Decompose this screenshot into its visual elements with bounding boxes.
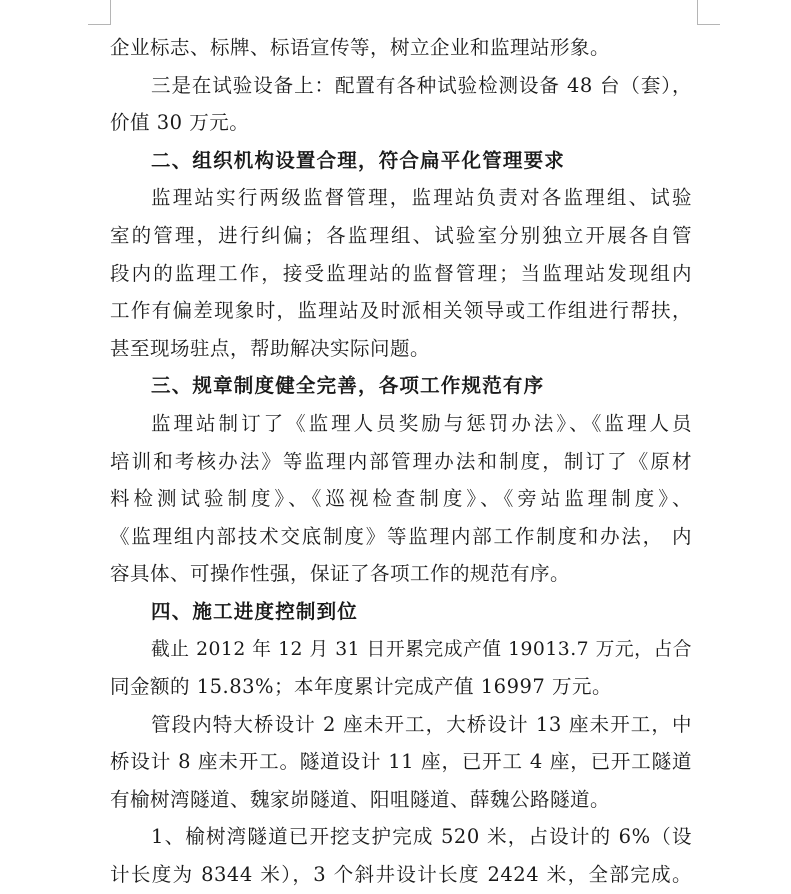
crop-mark-top-left [88,0,111,25]
text-line: 价值 30 万元。 [110,111,250,135]
document-body [110,29,692,894]
section-heading: 四、施工进度控制到位 [151,599,359,623]
text-line: 管段内特大桥设计 2 座未开工，大桥设计 13 座未开工，中 [151,712,692,736]
text-line: 有榆树湾隧道、魏家峁隧道、阳咀隧道、薛魏公路隧道。 [110,787,611,811]
text-line: 段内的监理工作，接受监理站的监督管理；当监理站发现组内 [110,261,692,285]
section-heading: 三、规章制度健全完善，各项工作规范有序 [151,374,545,398]
text-line: 工作有偏差现象时，监理站及时派相关领导或工作组进行帮扶， [110,299,692,323]
text-line: 培训和考核办法》等监理内部管理办法和制度，制订了《原材 [110,449,692,473]
text-line: 料检测试验制度》、《巡视检查制度》、《旁站监理制度》、 [110,487,692,511]
text-line: 桥设计 8 座未开工。隧道设计 11 座，已开工 4 座，已开工隧道 [110,750,692,774]
text-line: 室的管理，进行纠偏；各监理组、试验室分别独立开展各自管 [110,223,692,247]
text-line: 《监理组内部技术交底制度》等监理内部工作制度和办法， 内 [110,524,692,548]
crop-mark-top-right [697,0,720,25]
text-line: 同金额的 15.83%；本年度累计完成产值 16997 万元。 [110,675,612,699]
text-line: 监理站实行两级监督管理，监理站负责对各监理组、试验 [151,186,692,210]
text-line: 监理站制订了《监理人员奖励与惩罚办法》、《监理人员 [151,411,692,435]
text-line: 甚至现场驻点，帮助解决实际问题。 [110,336,431,360]
text-line: 截止 2012 年 12 月 31 日开累完成产值 19013.7 万元，占合 [151,638,692,660]
text-line: 容具体、可操作性强，保证了各项工作的规范有序。 [110,562,571,586]
text-line: 三是在试验设备上：配置有各种试验检测设备 48 台（套）， [151,73,692,97]
section-heading: 二、组织机构设置合理，符合扁平化管理要求 [151,148,566,172]
text-line: 企业标志、标牌、标语宣传等，树立企业和监理站形象。 [110,36,611,59]
text-line: 计长度为 8344 米），3 个斜井设计长度 2424 米，全部完成。 [110,863,692,887]
text-line: 1、榆树湾隧道已开挖支护完成 520 米，占设计的 6%（设 [151,825,692,849]
